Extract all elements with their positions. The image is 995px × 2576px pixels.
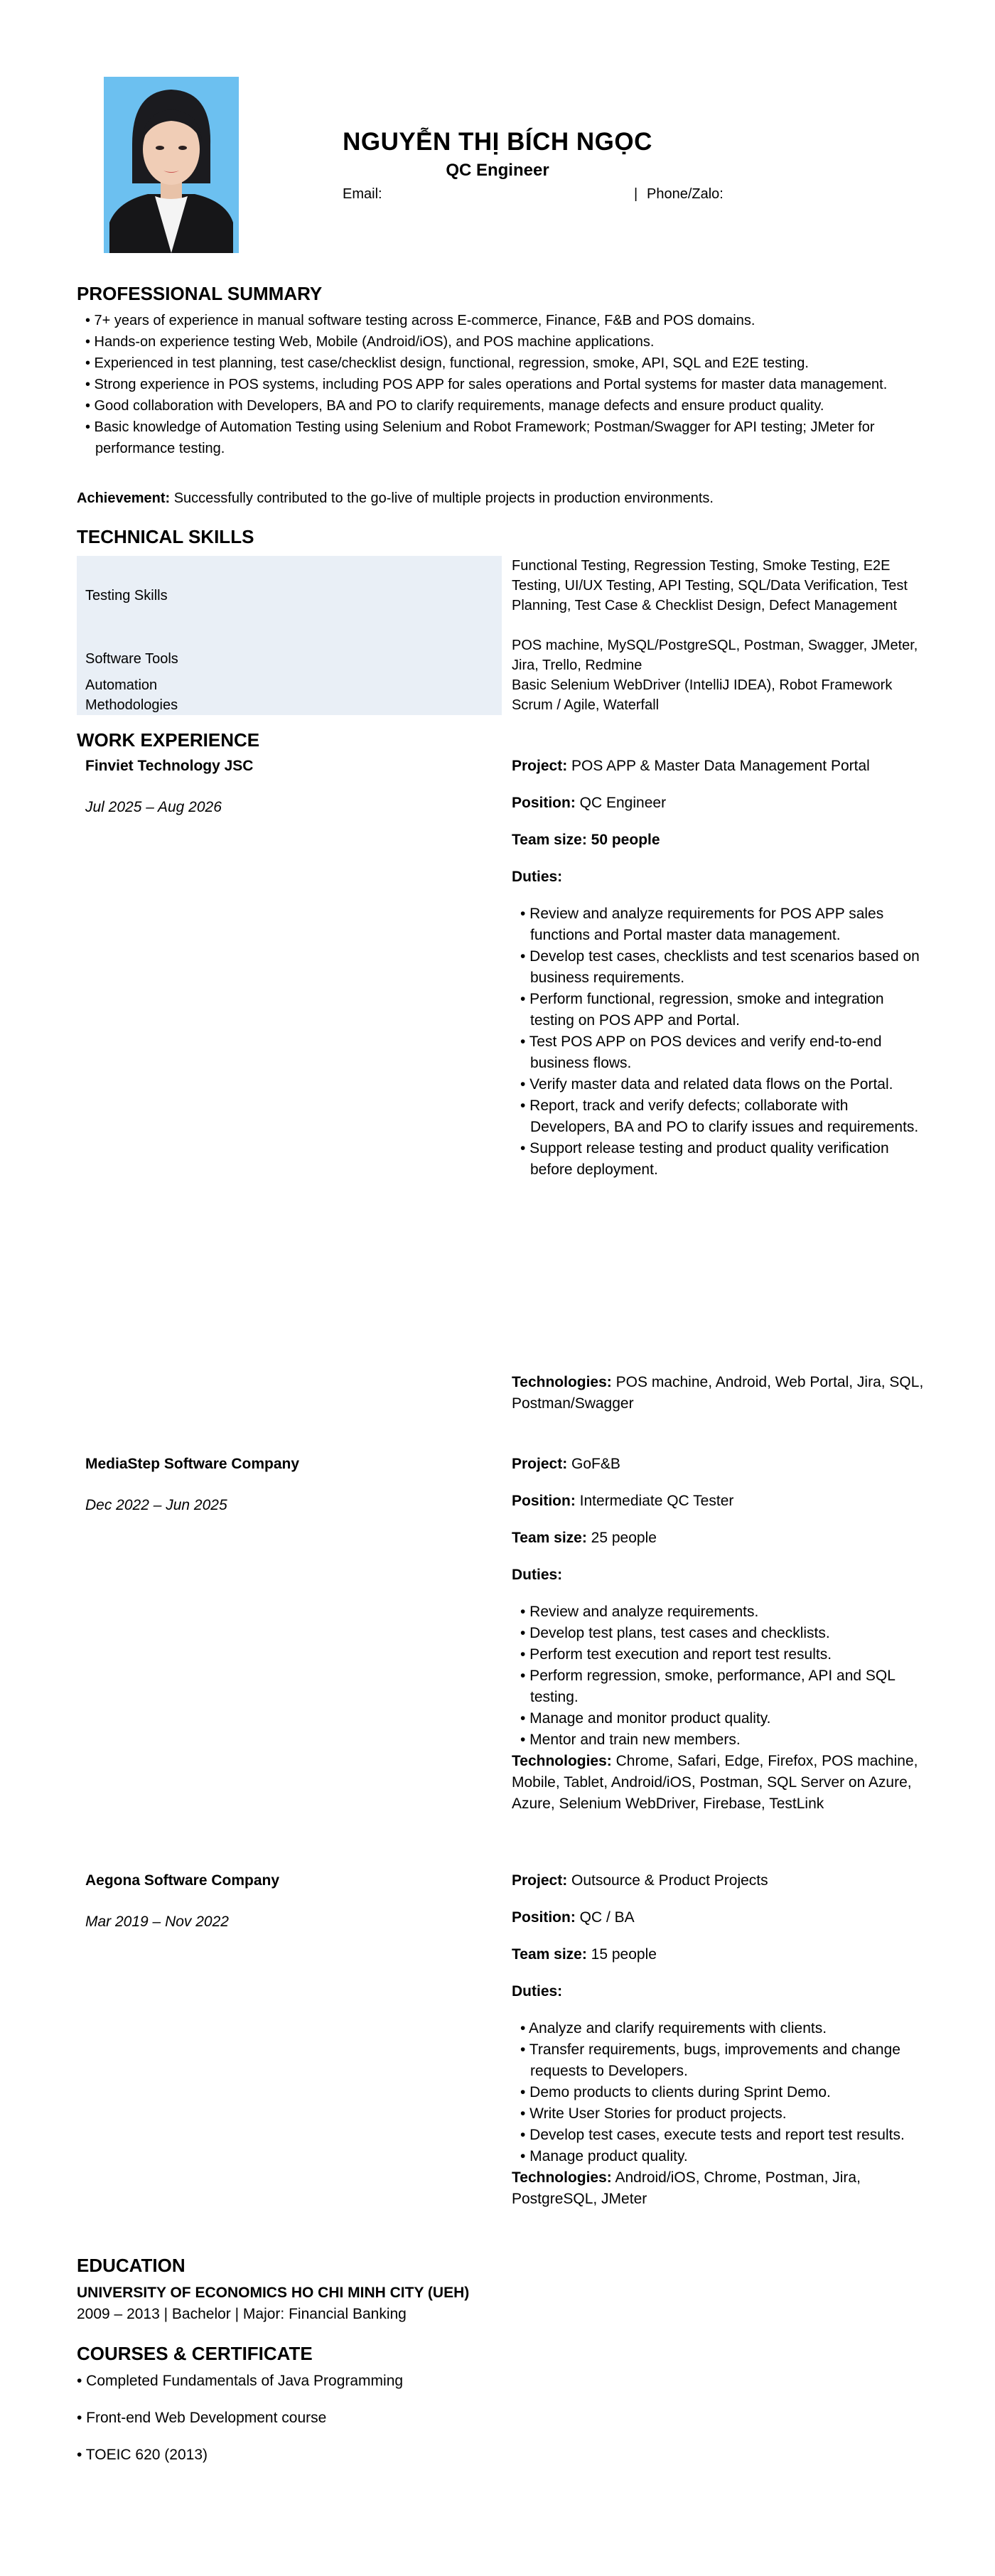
job-team-size <box>512 1944 924 1965</box>
phone-label: Phone/Zalo: <box>647 186 724 202</box>
duty-item: • Perform functional, regression, smoke and integration testing on POS APP and Portal. <box>520 991 884 1029</box>
skill-label: Software Tools <box>77 635 502 675</box>
job-period: Dec 2022 – Jun 2025 <box>85 1497 227 1513</box>
achievement-label: Achievement: <box>77 490 171 506</box>
duty-item: • Report, track and verify defects; collaborate with Developers, BA and PO to clarify issues and requirements. <box>520 1098 919 1135</box>
skill-value: Functional Testing, Regression Testing, Smoke Testing, E2E Testing, UI/UX Testing, API Testing, SQL/Data Verification, Test Planning, Test Case & Checklist Design, Defect Management <box>512 558 908 613</box>
education-detail: 2009 – 2013 | Bachelor | Major: Financial Banking <box>77 2306 407 2322</box>
job-technologies <box>512 1751 924 1815</box>
duty-item: • Develop test plans, test cases and checklists. <box>520 1625 830 1641</box>
summary-item: • Basic knowledge of Automation Testing using Selenium and Robot Framework; Postman/Swagger for API testing; JMeter for performance testing. <box>85 419 875 456</box>
job-position <box>512 1907 924 1928</box>
summary-item: • 7+ years of experience in manual software testing across E-commerce, Finance, F&B and POS domains. <box>85 313 755 328</box>
job-company: Aegona Software Company <box>85 1872 280 1889</box>
duties-label: Duties: <box>512 1983 563 2000</box>
project-value: POS APP & Master Data Management Portal <box>567 758 870 774</box>
duty-item: • Manage product quality. <box>520 2148 688 2164</box>
job-duties-label <box>512 866 924 888</box>
position-value: Intermediate QC Tester <box>575 1493 734 1509</box>
duty-item: • Write User Stories for product projects. <box>520 2105 787 2122</box>
team-value: 15 people <box>586 1946 657 1963</box>
contact-separator: | <box>634 186 638 202</box>
position-label: Position: <box>512 1493 576 1509</box>
team-value: 50 people <box>586 832 660 848</box>
team-value: 25 people <box>586 1530 657 1546</box>
skill-value: POS machine, MySQL/PostgreSQL, Postman, Swagger, JMeter, Jira, Trello, Redmine <box>512 638 918 673</box>
duty-item: • Perform regression, smoke, performance, API and SQL testing. <box>520 1668 896 1705</box>
duty-item: • Review and analyze requirements for POS APP sales functions and Portal master data management. <box>520 906 884 943</box>
duties-label: Duties: <box>512 1567 563 1583</box>
job-details <box>512 1454 924 1815</box>
position-value: QC Engineer <box>575 795 667 811</box>
duty-item: • Perform test execution and report test results. <box>520 1646 832 1663</box>
skill-value: Basic Selenium WebDriver (IntelliJ IDEA), Robot Framework <box>512 677 893 693</box>
job-project <box>512 756 924 777</box>
technologies-value: POS machine, Android, Web Portal, Jira, SQL, Postman/Swagger <box>512 1374 924 1412</box>
duty-item: • Test POS APP on POS devices and verify end-to-end business flows. <box>520 1034 882 1071</box>
course-item: • Completed Fundamentals of Java Programming <box>77 2373 404 2389</box>
achievement-line <box>77 490 714 507</box>
skill-value: Scrum / Agile, Waterfall <box>512 697 660 713</box>
job-technologies <box>512 1372 924 1415</box>
technologies-value: Chrome, Safari, Edge, Firefox, POS machine, Mobile, Tablet, Android/iOS, Postman, SQL Server on Azure, Azure, Selenium WebDriver, Firebase, TestLink <box>512 1753 918 1812</box>
skill-label: Automation <box>77 675 502 695</box>
project-label: Project: <box>512 1456 568 1472</box>
job-team-size <box>512 1528 924 1549</box>
summary-item: • Strong experience in POS systems, including POS APP for sales operations and Portal systems for master data management. <box>85 377 888 392</box>
summary-item: • Hands-on experience testing Web, Mobile (Android/iOS), and POS machine applications. <box>85 334 655 350</box>
summary-item: • Experienced in test planning, test case/checklist design, functional, regression, smoke, API, SQL and E2E testing. <box>85 355 809 371</box>
job-project <box>512 1454 924 1475</box>
work-heading: WORK EXPERIENCE <box>77 729 260 751</box>
job-position <box>512 1491 924 1512</box>
position-value: QC / BA <box>575 1909 635 1926</box>
email-label: Email: <box>343 186 382 202</box>
job-duties-label <box>512 1981 924 2002</box>
job-details <box>512 756 924 1181</box>
job-technologies <box>512 2167 924 2210</box>
course-item: • Front-end Web Development course <box>77 2410 327 2426</box>
job-team-size <box>512 830 924 851</box>
duty-item: • Review and analyze requirements. <box>520 1604 759 1620</box>
technologies-label: Technologies: <box>512 2169 612 2186</box>
project-label: Project: <box>512 1872 568 1889</box>
team-label: Team size: <box>512 1946 587 1963</box>
duty-item: • Verify master data and related data flows on the Portal. <box>520 1076 893 1093</box>
duty-item: • Develop test cases, checklists and test scenarios based on business requirements. <box>520 948 920 986</box>
summary-item: • Good collaboration with Developers, BA and PO to clarify requirements, manage defects and ensure product quality. <box>85 398 824 414</box>
team-label: Team size: <box>512 1530 587 1546</box>
skill-label: Testing Skills <box>77 556 502 635</box>
project-value: GoF&B <box>567 1456 620 1472</box>
duty-item: • Analyze and clarify requirements with clients. <box>520 2020 827 2036</box>
project-value: Outsource & Product Projects <box>567 1872 768 1889</box>
duty-item: • Demo products to clients during Sprint Demo. <box>520 2084 831 2100</box>
education-school: UNIVERSITY OF ECONOMICS HO CHI MINH CITY (UEH) <box>77 2285 470 2301</box>
job-period: Mar 2019 – Nov 2022 <box>85 1914 229 1930</box>
duty-item: • Manage and monitor product quality. <box>520 1710 771 1727</box>
technologies-label: Technologies: <box>512 1753 612 1769</box>
courses-heading: COURSES & CERTIFICATE <box>77 2343 313 2364</box>
position-label: Position: <box>512 795 576 811</box>
course-item: • TOEIC 620 (2013) <box>77 2447 208 2463</box>
position-label: Position: <box>512 1909 576 1926</box>
duties-label: Duties: <box>512 869 563 885</box>
job-details <box>512 1870 924 2210</box>
skills-heading: TECHNICAL SKILLS <box>77 526 254 547</box>
job-duties-label <box>512 1565 924 1586</box>
project-label: Project: <box>512 758 568 774</box>
summary-list <box>77 310 930 459</box>
education-heading: EDUCATION <box>77 2255 185 2276</box>
candidate-name: NGUYỄN THỊ BÍCH NGỌC <box>343 128 652 156</box>
duty-item: • Support release testing and product quality verification before deployment. <box>520 1140 889 1178</box>
duty-item: • Transfer requirements, bugs, improvements and change requests to Developers. <box>520 2041 900 2079</box>
job-company: MediaStep Software Company <box>85 1456 300 1472</box>
job-position <box>512 793 924 814</box>
job-period: Jul 2025 – Aug 2026 <box>85 799 222 815</box>
skill-label: Methodologies <box>77 695 502 715</box>
duty-item: • Develop test cases, execute tests and report test results. <box>520 2127 905 2143</box>
technologies-value: Android/iOS, Chrome, Postman, Jira, PostgreSQL, JMeter <box>512 2169 861 2207</box>
team-label: Team size: <box>512 832 587 848</box>
summary-heading: PROFESSIONAL SUMMARY <box>77 283 323 304</box>
technologies-label: Technologies: <box>512 1374 612 1390</box>
duty-item: • Mentor and train new members. <box>520 1732 741 1748</box>
job-project <box>512 1870 924 1891</box>
job-title: QC Engineer <box>446 161 549 180</box>
achievement-text: Successfully contributed to the go-live of multiple projects in production environments. <box>170 490 714 506</box>
job-company: Finviet Technology JSC <box>85 758 254 774</box>
